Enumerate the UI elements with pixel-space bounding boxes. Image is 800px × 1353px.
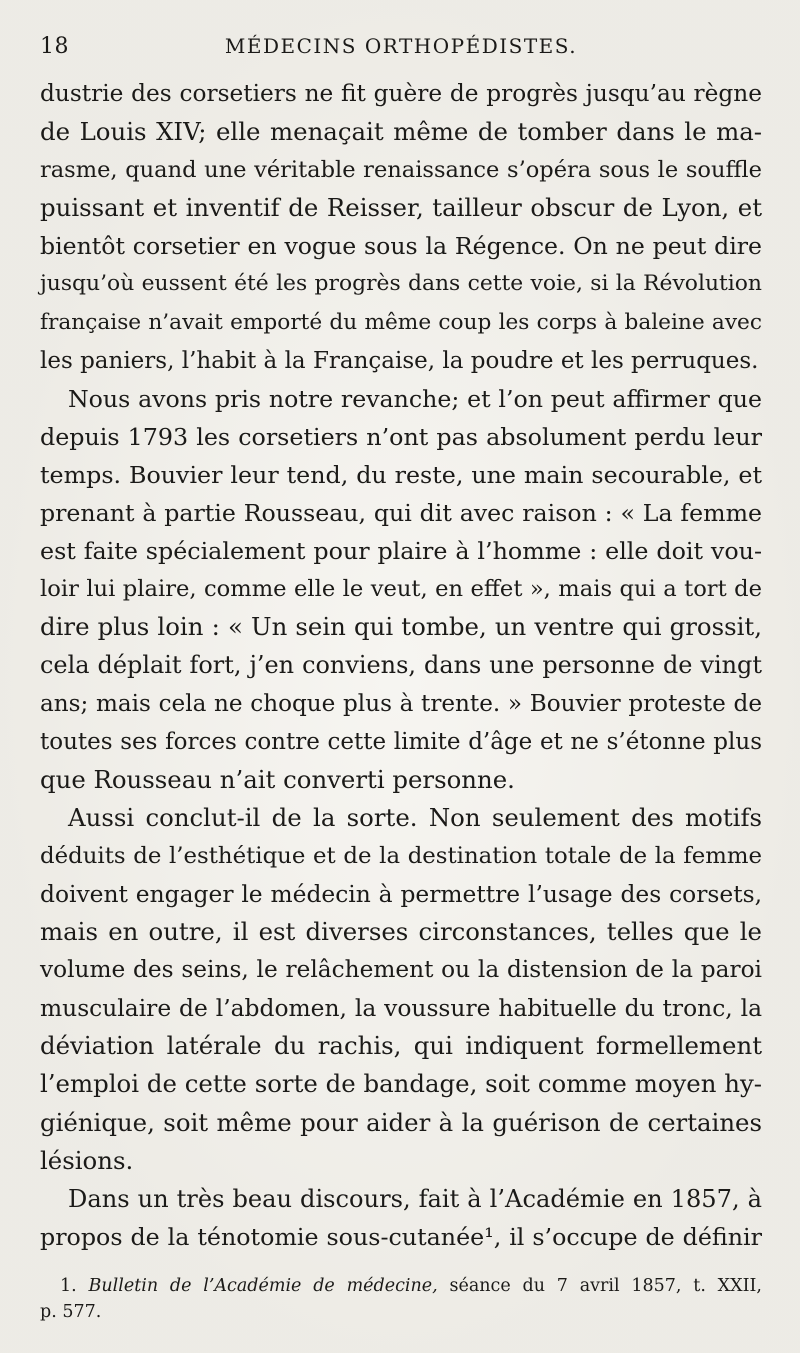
footnote-details: séance du 7 avril 1857, t. XXII, [449, 1276, 762, 1296]
text-line: dustrie des corsetiers ne fit guère de progrès jusqu’au règne [40, 80, 762, 107]
text-line: cela déplait fort, j’en conviens, dans une personne de vingt [40, 651, 762, 680]
text-line: déduits de l’esthétique et de la destination totale de la femme [40, 842, 762, 869]
text-line: prenant à partie Rousseau, qui dit avec raison : « La femme [40, 499, 762, 528]
text-line: jusqu’où eussent été les progrès dans cette voie, si la Révolution [40, 271, 762, 297]
text-line: volume des seins, le relâchement ou la distension de la paroi [40, 956, 762, 984]
text-line: Aussi conclut-il de la sorte. Non seulement des motifs [68, 802, 762, 832]
text-line: française n’avait emporté du même coup les corps à baleine avec [40, 309, 762, 335]
text-line: musculaire de l’abdomen, la voussure habituelle du tronc, la [40, 994, 762, 1023]
text-line: loir lui plaire, comme elle le veut, en effet », mais qui a tort de [40, 576, 762, 603]
paragraph [40, 1180, 762, 1256]
text-line: dire plus loin : « Un sein qui tombe, un ventre qui grossit, [40, 612, 762, 642]
text-line: déviation latérale du rachis, qui indiquent formellement [40, 1031, 762, 1061]
text-line: mais en outre, il est diverses circonstances, telles que le [40, 917, 762, 947]
paragraph [40, 75, 762, 380]
text-line: est faite spécialement pour plaire à l’homme : elle doit vou- [40, 537, 762, 566]
text-line: lésions. [40, 1145, 134, 1175]
paragraph [40, 380, 762, 799]
footnote-line: p. 577. [40, 1302, 102, 1322]
body-text [40, 75, 762, 1256]
text-line: depuis 1793 les corsetiers n’ont pas absolument perdu leur [40, 422, 762, 451]
text-line: propos de la ténotomie sous-cutanée¹, il s’occupe de définir [40, 1222, 762, 1251]
page-header [40, 30, 762, 70]
footnote-marker: 1. [60, 1276, 77, 1296]
text-line: que Rousseau n’ait converti personne. [40, 764, 515, 794]
text-line: rasme, quand une véritable renaissance s’opéra sous le souffle [40, 157, 762, 184]
text-line: Nous avons pris notre revanche; et l’on peut affirmer que [68, 384, 762, 413]
text-line: les paniers, l’habit à la Française, la poudre et les perruques. [40, 347, 759, 374]
text-line: Dans un très beau discours, fait à l’Académie en 1857, à [68, 1184, 762, 1213]
text-line: bientôt corsetier en vogue sous la Régence. On ne peut dire [40, 232, 762, 261]
text-line: giénique, soit même pour aider à la guérison de certaines [40, 1107, 762, 1137]
text-line: ans; mais cela ne choque plus à trente. » Bouvier proteste de [40, 690, 762, 717]
footnote-line [40, 1273, 762, 1299]
text-line: toutes ses forces contre cette limite d’âge et ne s’étonne plus [40, 728, 762, 755]
text-line: puissant et inventif de Reisser, tailleur obscur de Lyon, et [40, 193, 762, 223]
running-head: MÉDECINS ORTHOPÉDISTES. [224, 34, 578, 58]
footnote [40, 1273, 762, 1325]
paragraph [40, 799, 762, 1180]
text-line: doivent engager le médecin à permettre l’usage des corsets, [40, 879, 762, 908]
footnote-title: Bulletin de l’Académie de médecine, [88, 1276, 438, 1296]
text-line: l’emploi de cette sorte de bandage, soit comme moyen hy- [40, 1069, 762, 1099]
page-number: 18 [40, 34, 69, 59]
text-line: temps. Bouvier leur tend, du reste, une main secourable, et [40, 460, 762, 489]
text-line: de Louis XIV; elle menaçait même de tomber dans le ma- [40, 117, 762, 147]
